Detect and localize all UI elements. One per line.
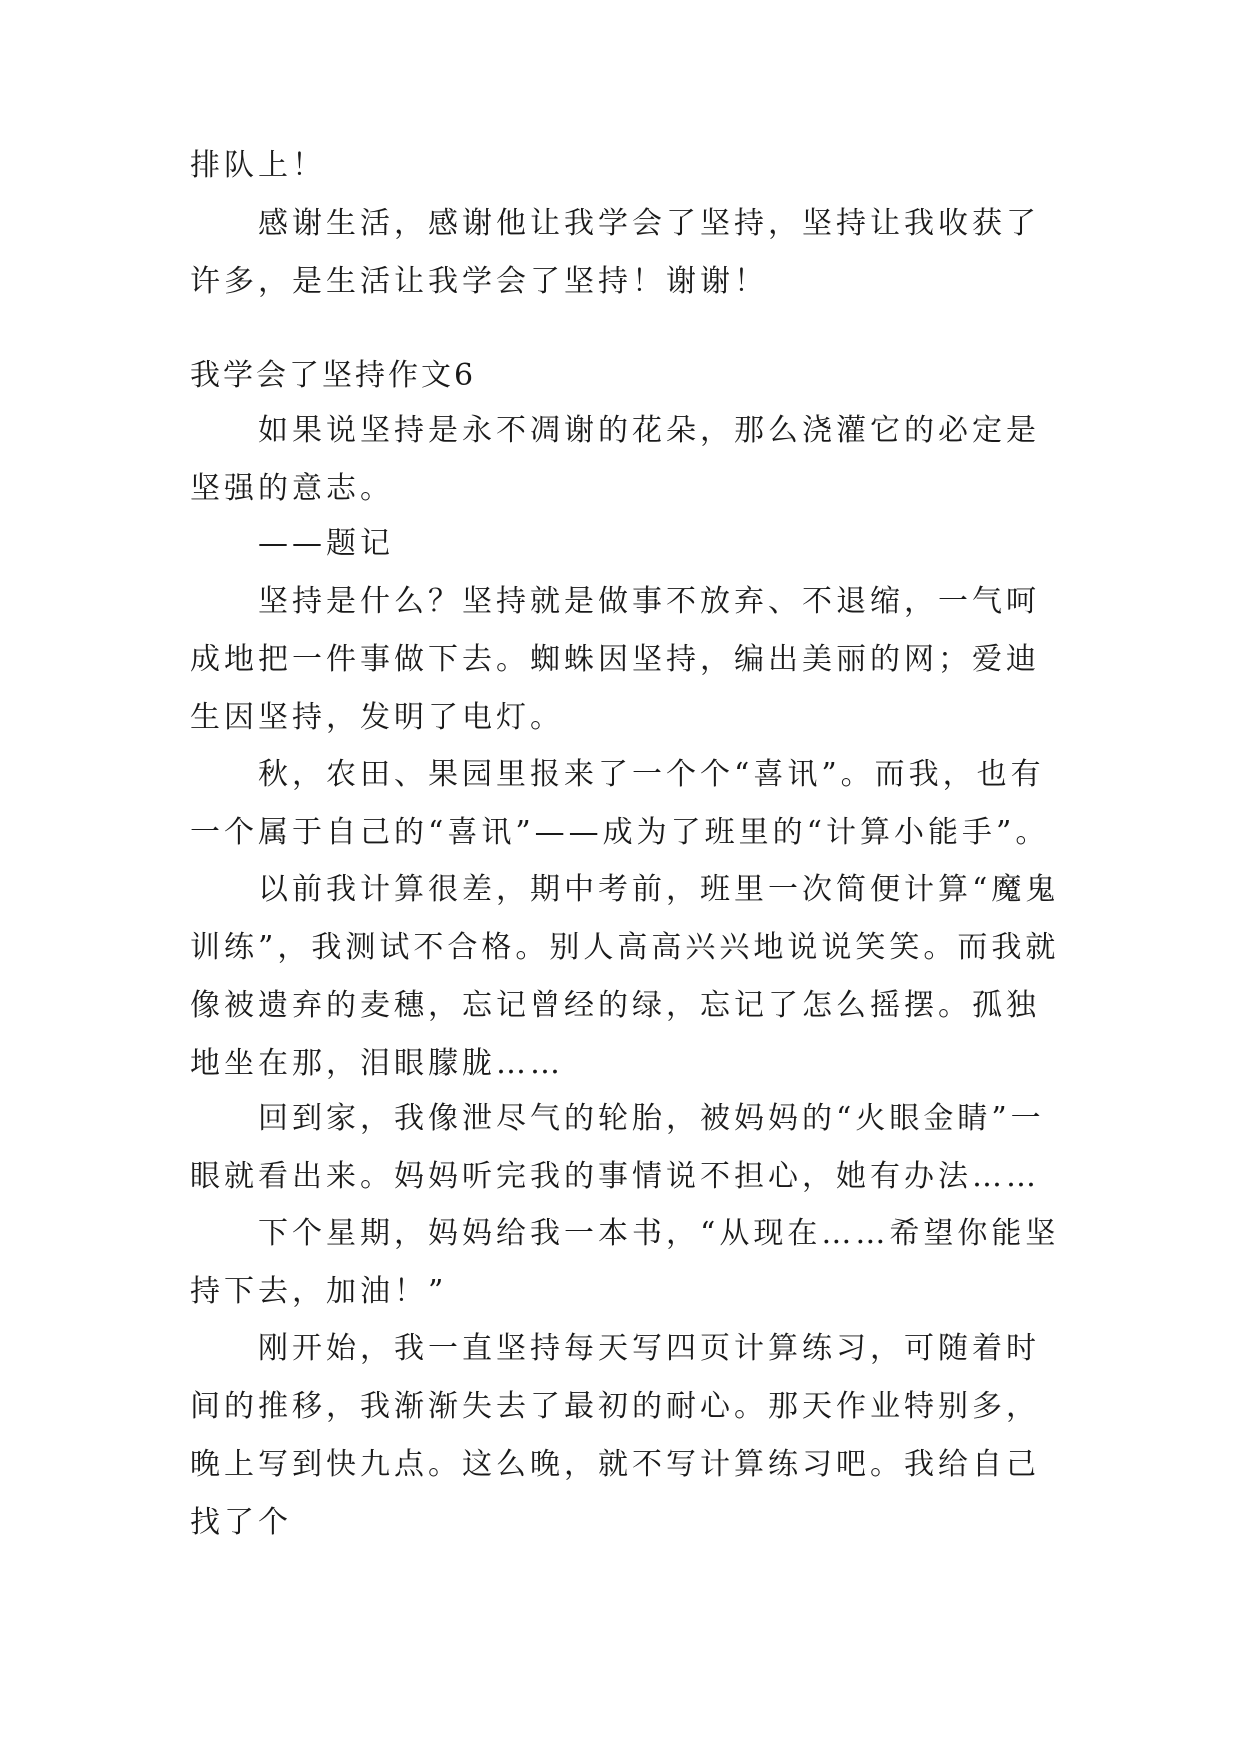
paragraph-home: 回到家，我像泄尽气的轮胎，被妈妈的“火眼金睛”一眼就看出来。妈妈听完我的事情说不担心，她有办法…… <box>190 1101 1045 1194</box>
epigraph-attribution: ——题记 <box>258 526 394 561</box>
paragraph-autumn: 秋，农田、果园里报来了一个个“喜讯”。而我，也有一个属于自己的“喜讯”——成为了班里的“计算小能手”。 <box>190 757 1050 850</box>
paragraph-what-is-persistence: 坚持是什么？坚持就是做事不放弃、不退缩，一气呵成地把一件事做下去。蜘蛛因坚持，编出美丽的网；爱迪生因坚持，发明了电灯。 <box>190 584 1040 735</box>
paragraph-next-week: 下个星期，妈妈给我一本书，“从现在……希望你能坚持下去，加油！” <box>190 1216 1060 1309</box>
paragraph-thanks: 感谢生活，感谢他让我学会了坚持，坚持让我收获了许多，是生活让我学会了坚持！谢谢！ <box>190 206 1040 299</box>
paragraph-epigraph: 如果说坚持是永不凋谢的花朵，那么浇灌它的必定是坚强的意志。 <box>190 413 1040 506</box>
paragraph-continuation: 排队上！ <box>190 148 326 183</box>
paragraph-before: 以前我计算很差，期中考前，班里一次简便计算“魔鬼训练”，我测试不合格。别人高高兴兴地说说笑笑。而我就像被遗弃的麦穗，忘记曾经的绿，忘记了怎么摇摆。孤独地坐在那，泪眼朦胧…… <box>190 872 1060 1081</box>
essay-title: 我学会了坚持作文6 <box>190 358 477 393</box>
paragraph-beginning: 刚开始，我一直坚持每天写四页计算练习，可随着时间的推移，我渐渐失去了最初的耐心。那天作业特别多，晚上写到快九点。这么晚，就不写计算练习吧。我给自己找了个 <box>190 1331 1040 1540</box>
